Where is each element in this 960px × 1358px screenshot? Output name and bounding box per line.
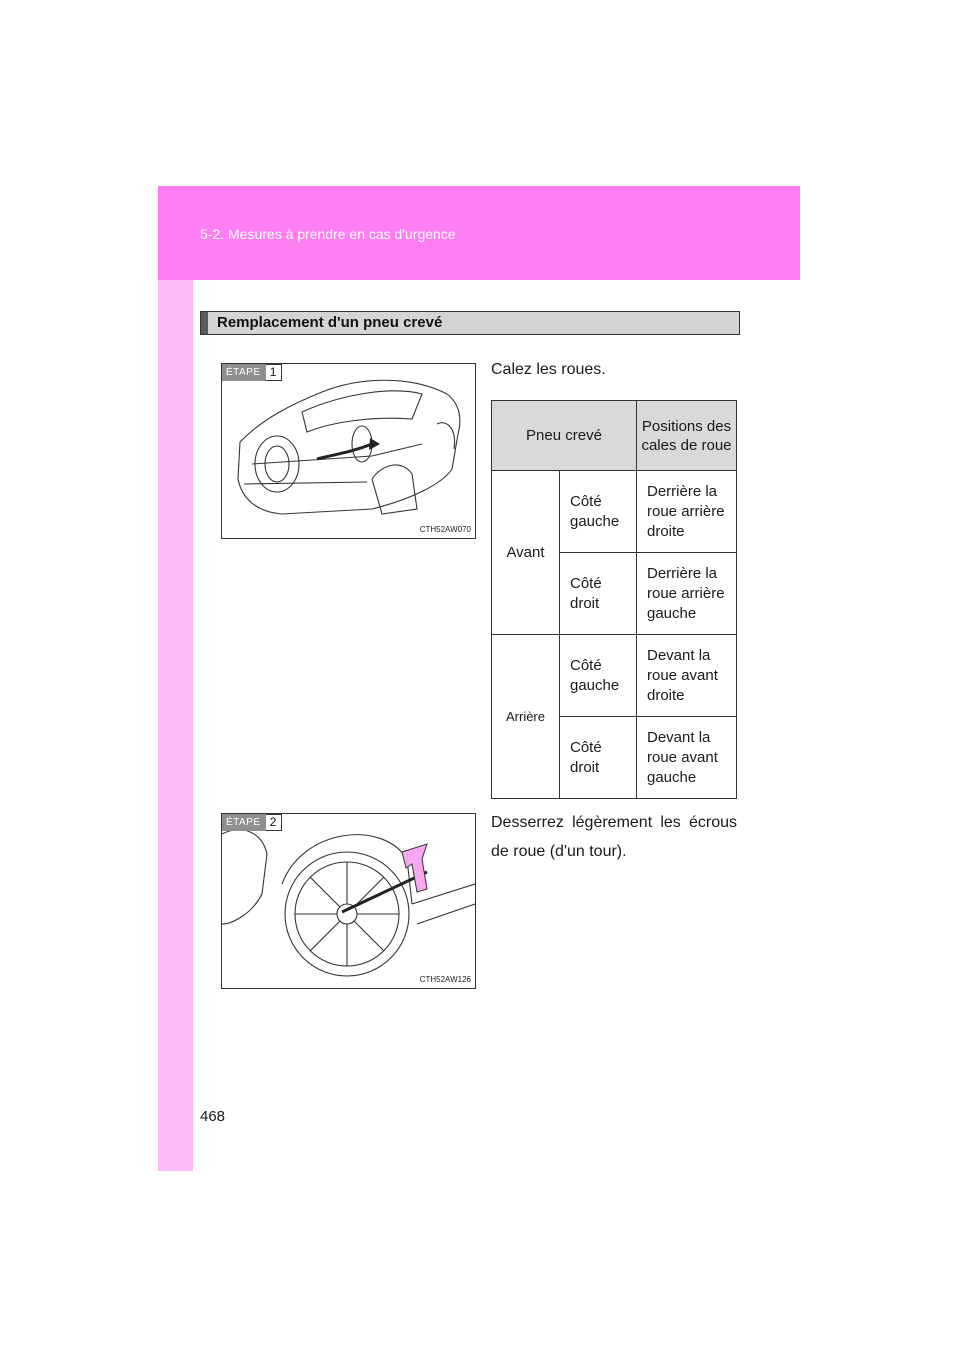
table-cell-position: Derrière la roue arrière gauche [637, 553, 737, 635]
step-1-label: ÉTAPE [221, 364, 266, 381]
step-2-badge [221, 814, 282, 831]
table-group-rear: Arrière [492, 635, 560, 799]
table-cell-position: Derrière la roue arrière droite [637, 471, 737, 553]
chapter-heading: 5-2. Mesures à prendre en cas d'urgence [200, 226, 456, 242]
wheel-chock-table [491, 400, 737, 799]
section-title-bar [200, 311, 740, 335]
table-header-chock-position: Positions des cales de roue [637, 401, 737, 471]
step-2-illustration [221, 813, 476, 989]
section-title-accent [201, 312, 208, 334]
step-1-illustration [221, 363, 476, 539]
step-2-number: 2 [266, 814, 282, 831]
table-cell-position: Devant la roue avant gauche [637, 717, 737, 799]
table-cell-side: Côté gauche [560, 471, 637, 553]
step-1-number: 1 [266, 364, 282, 381]
wheel-wrench-drawing [222, 814, 475, 988]
table-cell-side: Côté droit [560, 553, 637, 635]
step-2-figure-code: CTH52AW126 [419, 975, 471, 984]
table-group-front: Avant [492, 471, 560, 635]
table-cell-side: Côté gauche [560, 635, 637, 717]
table-cell-side: Côté droit [560, 717, 637, 799]
page-side-band [158, 186, 193, 1171]
step-1-badge [221, 364, 282, 381]
step-1-figure-code: CTH52AW070 [419, 525, 471, 534]
table-header-flat-tire: Pneu crevé [492, 401, 637, 471]
car-chock-drawing [222, 364, 475, 538]
table-cell-position: Devant la roue avant droite [637, 635, 737, 717]
table-row [492, 635, 737, 717]
step-2-instruction: Desserrez légèrement les écrous de roue (d'un tour). [491, 814, 737, 860]
step-2-label: ÉTAPE [221, 814, 266, 831]
step-1-instruction: Calez les roues. [491, 361, 606, 378]
page-number: 468 [200, 1108, 226, 1125]
section-title: Remplacement d'un pneu crevé [217, 314, 443, 331]
table-row [492, 471, 737, 553]
